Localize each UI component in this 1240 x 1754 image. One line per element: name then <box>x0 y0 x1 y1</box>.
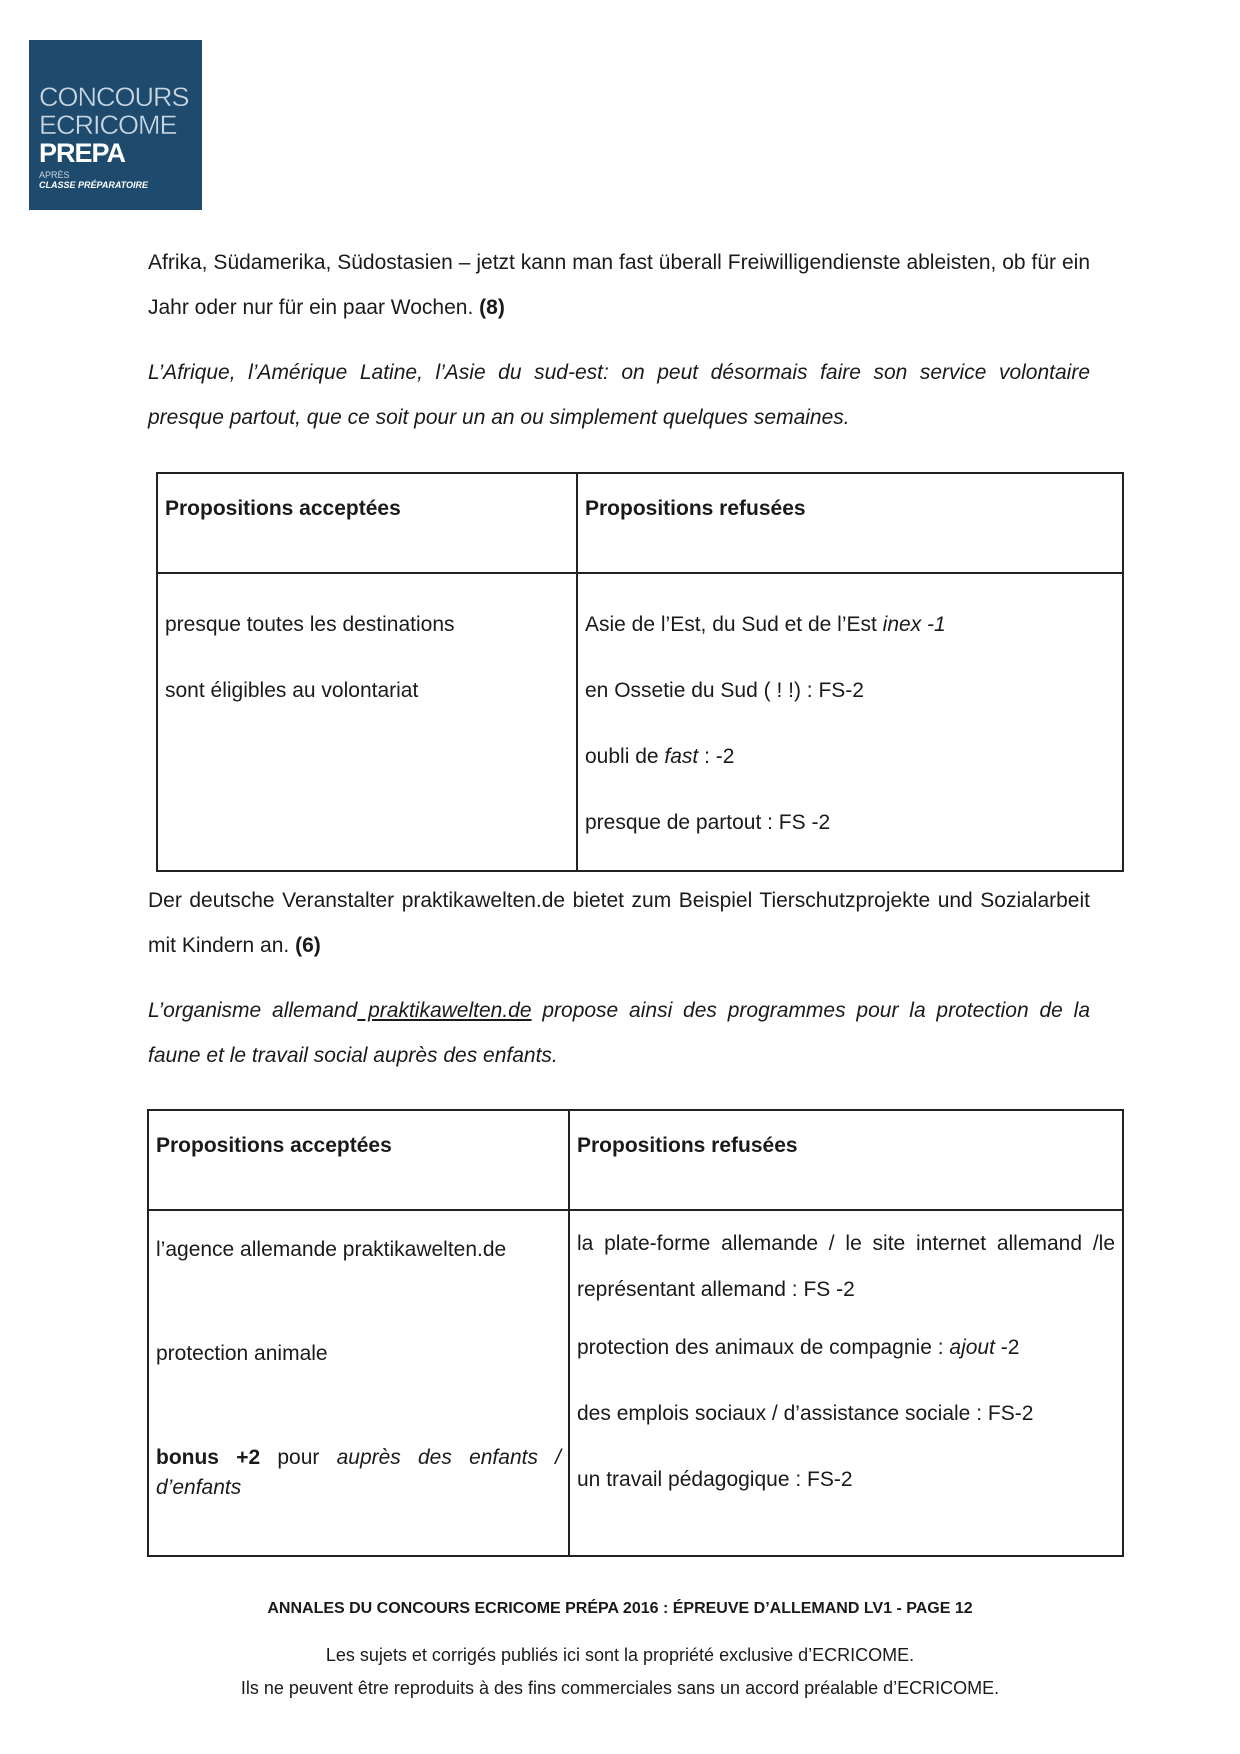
ecricome-logo <box>29 40 202 210</box>
table2-refused-line: protection des animaux de compagnie : ajout -2 <box>577 1336 1020 1359</box>
table2-header-refused: Propositions refusées <box>569 1110 1123 1210</box>
french-translation-2: L’organisme allemand praktikawelten.de propose ainsi des programmes pour la protection de la faune et le travail social auprès des enfants. <box>148 999 1090 1067</box>
table2-refused-line: la plate-forme allemande / le site internet allemand /le représentant allemand : FS -2 <box>577 1232 1115 1301</box>
logo-line-concours: CONCOURS <box>39 82 189 112</box>
grading-table-2 <box>147 1109 1124 1557</box>
table1-accepted-line: sont éligibles au volontariat <box>165 679 419 702</box>
table2-refused-line: un travail pédagogique : FS-2 <box>577 1468 853 1491</box>
logo-line-classe: CLASSE PRÉPARATOIRE <box>39 180 149 190</box>
logo-line-apres: APRÈS <box>39 170 70 180</box>
table1-refused-line: Asie de l’Est, du Sud et de l’Est inex -1 <box>585 613 946 636</box>
table1-accepted-line: presque toutes les destinations <box>165 613 455 636</box>
points-1: (8) <box>479 296 505 319</box>
german-text-2: Der deutsche Veranstalter praktikawelten.de bietet zum Beispiel Tierschutzprojekte und Sozialarbeit mit Kindern an. <box>148 889 1090 957</box>
footer-copyright-line-2: Ils ne peuvent être reproduits à des fins commerciales sans un accord préalable d’ECRICOME. <box>240 1678 1000 1698</box>
table1-header-accepted: Propositions acceptées <box>157 473 577 573</box>
footer-title: ANNALES DU CONCOURS ECRICOME PRÉPA 2016 : ÉPREUVE D’ALLEMAND LV1 - PAGE 12 <box>267 1600 973 1617</box>
table2-accepted-line: protection animale <box>156 1342 328 1365</box>
german-sentence-2 <box>148 878 1090 968</box>
table1-refused-cell <box>577 573 1123 871</box>
french-translation-1: L’Afrique, l’Amérique Latine, l’Asie du sud-est: on peut désormais faire son service volontaire presque partout, que ce soit pour un an ou simplement quelques semaines. <box>148 361 1090 429</box>
german-sentence-1 <box>148 240 1090 330</box>
table1-refused-line: en Ossetie du Sud ( ! !) : FS-2 <box>585 679 864 702</box>
points-2: (6) <box>295 934 321 957</box>
german-text-1: Afrika, Südamerika, Südostasien – jetzt kann man fast überall Freiwilligendienste ableisten, ob für ein Jahr oder nur für ein paar Wochen. <box>148 251 1090 319</box>
footer-copyright-line-1: Les sujets et corrigés publiés ici sont la propriété exclusive d’ECRICOME. <box>325 1645 915 1665</box>
table2-refused-cell <box>569 1210 1123 1556</box>
logo-line-prepa: PREPA <box>39 138 126 168</box>
table2-bonus-line: bonus +2 pour auprès des enfants / d’enfants <box>156 1446 561 1499</box>
table1-refused-line: oubli de fast : -2 <box>585 745 735 768</box>
praktikawelten-link: praktikawelten.de <box>357 999 532 1022</box>
grading-table-1 <box>156 472 1124 872</box>
table2-refused-line: des emplois sociaux / d’assistance sociale : FS-2 <box>577 1402 1034 1425</box>
table1-accepted-cell <box>157 573 577 871</box>
table2-accepted-line: l’agence allemande praktikawelten.de <box>156 1238 507 1261</box>
table1-refused-line: presque de partout : FS -2 <box>585 811 831 834</box>
table2-header-accepted: Propositions acceptées <box>148 1110 569 1210</box>
logo-line-ecricome: ECRICOME <box>39 110 177 140</box>
table1-header-refused: Propositions refusées <box>577 473 1123 573</box>
table2-accepted-cell <box>148 1210 569 1556</box>
